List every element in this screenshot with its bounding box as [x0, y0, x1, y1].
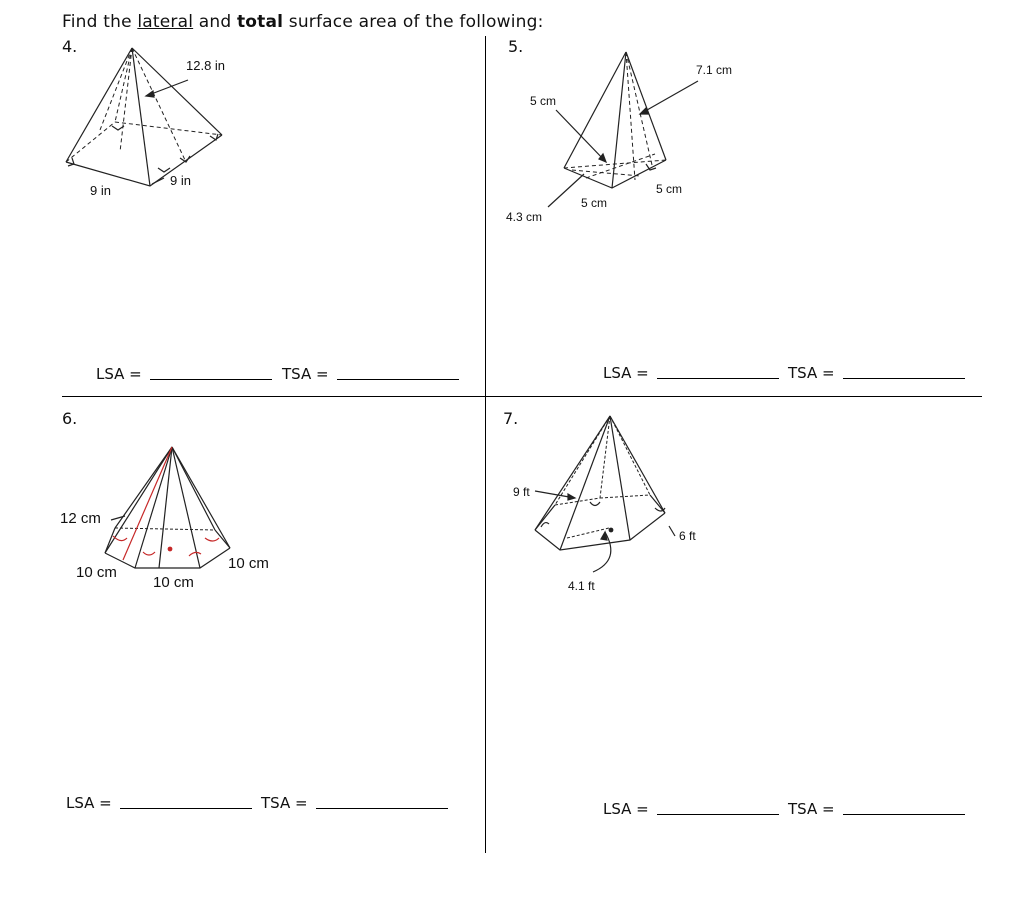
tsa-blank[interactable]	[337, 378, 459, 380]
pentagonal-pyramid-figure	[505, 410, 725, 600]
lsa-blank[interactable]	[657, 813, 779, 815]
label-base-mid: 5 cm	[581, 196, 608, 210]
problem-7-lsa-answer[interactable]	[603, 800, 779, 818]
label-base-left: 9 in	[90, 183, 111, 198]
label-apothem: 4.3 cm	[506, 210, 543, 224]
tsa-label: TSA =	[788, 800, 835, 818]
instructions-suffix: surface area of the following:	[283, 12, 544, 32]
label-side: 6 ft	[679, 529, 696, 543]
problem-5-lsa-answer[interactable]	[603, 364, 779, 382]
lsa-label: LSA =	[96, 365, 142, 383]
tsa-label: TSA =	[282, 365, 329, 383]
label-side-right: 10 cm	[228, 555, 269, 572]
tsa-label: TSA =	[788, 364, 835, 382]
label-slant-height: 12.8 in	[186, 58, 226, 73]
lsa-label: LSA =	[66, 794, 112, 812]
tsa-label: TSA =	[261, 794, 308, 812]
label-side-mid: 10 cm	[153, 574, 194, 591]
problem-4-tsa-answer[interactable]	[282, 365, 459, 383]
square-pyramid-figure	[60, 40, 260, 210]
label-slant-height: 12 cm	[60, 510, 101, 527]
problem-4-number: 4.	[62, 37, 78, 56]
problem-5-tsa-answer[interactable]	[788, 364, 965, 382]
lsa-label: LSA =	[603, 800, 649, 818]
lsa-blank[interactable]	[120, 807, 252, 809]
lsa-blank[interactable]	[657, 377, 779, 379]
problem-7-tsa-answer[interactable]	[788, 800, 965, 818]
label-slant-height: 9 ft	[513, 485, 530, 499]
vertical-divider	[485, 36, 486, 853]
triangular-pyramid-figure	[500, 50, 760, 230]
lsa-label: LSA =	[603, 364, 649, 382]
tsa-blank[interactable]	[843, 377, 965, 379]
tsa-blank[interactable]	[316, 807, 448, 809]
problem-6-lsa-answer[interactable]	[66, 794, 252, 812]
label-side-left: 10 cm	[76, 564, 117, 581]
label-apothem: 4.1 ft	[568, 579, 595, 593]
problem-6-number: 6.	[62, 409, 78, 428]
tsa-blank[interactable]	[843, 813, 965, 815]
problem-7-number: 7.	[503, 409, 519, 428]
label-slant-height: 7.1 cm	[696, 63, 733, 77]
horizontal-divider	[62, 396, 982, 397]
instructions-lateral: lateral	[137, 12, 194, 32]
problem-5-number: 5.	[508, 37, 524, 56]
problem-6-tsa-answer[interactable]	[261, 794, 448, 812]
lsa-blank[interactable]	[150, 378, 272, 380]
instructions-and: and	[193, 12, 237, 32]
label-base-right: 5 cm	[656, 182, 683, 196]
instructions-prefix: Find the	[62, 12, 138, 32]
label-base-right: 9 in	[170, 173, 191, 188]
problem-4-lsa-answer[interactable]	[96, 365, 272, 383]
instructions-total: total	[236, 12, 284, 32]
label-side-top: 5 cm	[530, 94, 557, 108]
worksheet-instructions	[62, 12, 544, 32]
hexagonal-pyramid-figure	[55, 440, 295, 600]
